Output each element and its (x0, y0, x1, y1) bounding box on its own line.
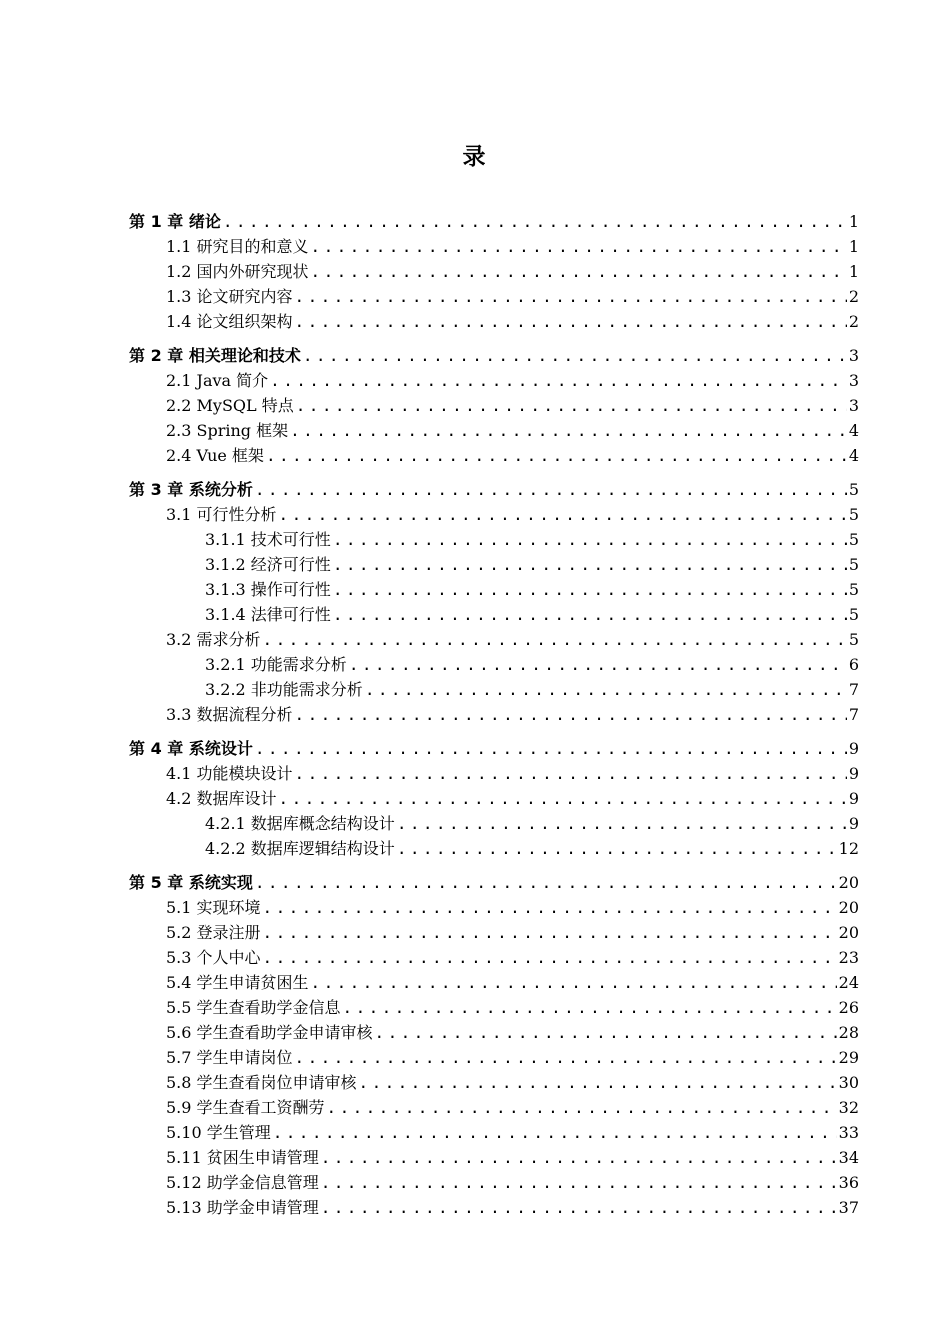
toc-section-entry[interactable] (129, 1069, 859, 1094)
toc-entry-label: 3.1.3 操作可行性 (205, 580, 331, 599)
toc-entry-label: 5.5 学生查看助学金信息 (166, 998, 341, 1017)
toc-entry-label: 3.1.4 法律可行性 (205, 605, 331, 624)
toc-dot-leader (303, 345, 847, 367)
toc-subsection-entry[interactable] (129, 676, 859, 701)
toc-page-number: 30 (838, 1073, 859, 1092)
toc-entry-label: 3.2.1 功能需求分析 (205, 655, 347, 674)
toc-section-entry[interactable] (129, 442, 859, 467)
toc-page-number: 20 (838, 873, 859, 892)
toc-dot-leader (311, 972, 837, 994)
toc-dot-leader (321, 1172, 837, 1194)
toc-entry-label: 5.8 学生查看岗位申请审核 (166, 1073, 357, 1092)
toc-entry-label: 4.2.1 数据库概念结构设计 (205, 814, 395, 833)
toc-page-number: 5 (848, 505, 859, 524)
toc-dot-leader (266, 445, 847, 467)
toc-dot-leader (255, 479, 847, 501)
toc-chapter-entry[interactable] (129, 869, 859, 894)
toc-subsection-entry[interactable] (129, 576, 859, 601)
toc-dot-leader (255, 872, 837, 894)
toc-entry-label: 5.4 学生申请贫困生 (166, 973, 309, 992)
toc-section-entry[interactable] (129, 701, 859, 726)
toc-dot-leader (333, 604, 847, 626)
toc-section-entry[interactable] (129, 1169, 859, 1194)
toc-dot-leader (349, 654, 847, 676)
toc-section-entry[interactable] (129, 919, 859, 944)
toc-dot-leader (279, 504, 847, 526)
toc-page-number: 1 (848, 237, 859, 256)
toc-entry-label: 5.3 个人中心 (166, 948, 261, 967)
toc-dot-leader (273, 1122, 837, 1144)
toc-dot-leader (397, 813, 847, 835)
toc-entry-label: 3.2.2 非功能需求分析 (205, 680, 363, 699)
toc-dot-leader (375, 1022, 837, 1044)
toc-dot-leader (359, 1072, 837, 1094)
toc-dot-leader (333, 554, 847, 576)
toc-entry-label: 1.4 论文组织架构 (166, 312, 293, 331)
toc-entry-label: 3.3 数据流程分析 (166, 705, 293, 724)
toc-entry-label: 第 1 章 绪论 (129, 212, 221, 231)
toc-page-number: 2 (848, 287, 859, 306)
toc-section-entry[interactable] (129, 760, 859, 785)
toc-page-number: 26 (838, 998, 859, 1017)
toc-dot-leader (397, 838, 837, 860)
toc-dot-leader (270, 370, 847, 392)
toc-page-number: 1 (848, 212, 859, 231)
toc-page-number: 20 (838, 898, 859, 917)
toc-dot-leader (296, 395, 847, 417)
toc-entry-label: 5.7 学生申请岗位 (166, 1048, 293, 1067)
toc-chapter-entry[interactable] (129, 208, 859, 233)
toc-entry-label: 3.1.1 技术可行性 (205, 530, 331, 549)
toc-dot-leader (321, 1197, 837, 1219)
toc-entry-label: 5.9 学生查看工资酬劳 (166, 1098, 325, 1117)
toc-dot-leader (290, 420, 847, 442)
toc-section-entry[interactable] (129, 1044, 859, 1069)
toc-dot-leader (311, 261, 847, 283)
toc-entry-label: 3.1 可行性分析 (166, 505, 277, 524)
toc-page-number: 7 (848, 705, 859, 724)
toc-page-number: 34 (838, 1148, 859, 1167)
toc-section-entry[interactable] (129, 944, 859, 969)
toc-entry-label: 3.1.2 经济可行性 (205, 555, 331, 574)
toc-page-number: 36 (838, 1173, 859, 1192)
toc-entry-label: 2.2 MySQL 特点 (166, 396, 294, 415)
toc-section-entry[interactable] (129, 1119, 859, 1144)
toc-page-number: 24 (838, 973, 859, 992)
toc-entry-label: 第 3 章 系统分析 (129, 480, 253, 499)
toc-subsection-entry[interactable] (129, 526, 859, 551)
toc-page-number: 7 (848, 680, 859, 699)
toc-entry-label: 4.2 数据库设计 (166, 789, 277, 808)
toc-section-entry[interactable] (129, 258, 859, 283)
toc-entry-label: 1.1 研究目的和意义 (166, 237, 309, 256)
toc-page-number: 9 (848, 814, 859, 833)
toc-dot-leader (263, 629, 847, 651)
toc-entry-label: 2.3 Spring 框架 (166, 421, 289, 440)
toc-section-entry[interactable] (129, 417, 859, 442)
toc-subsection-entry[interactable] (129, 551, 859, 576)
toc-page-number: 5 (848, 480, 859, 499)
toc-section-entry[interactable] (129, 969, 859, 994)
toc-entry-label: 5.2 登录注册 (166, 923, 261, 942)
toc-entry-label: 5.13 助学金申请管理 (166, 1198, 319, 1217)
toc-page-number: 3 (848, 371, 859, 390)
toc-page-number: 33 (838, 1123, 859, 1142)
toc-entry-label: 4.1 功能模块设计 (166, 764, 293, 783)
toc-entry-label: 第 2 章 相关理论和技术 (129, 346, 301, 365)
toc-page-number: 28 (838, 1023, 859, 1042)
toc-dot-leader (327, 1097, 837, 1119)
toc-section-entry[interactable] (129, 1194, 859, 1219)
toc-entry-label: 2.1 Java 简介 (166, 371, 269, 390)
toc-subsection-entry[interactable] (129, 835, 859, 860)
toc-page-number: 4 (848, 446, 859, 465)
toc-subsection-entry[interactable] (129, 651, 859, 676)
toc-dot-leader (263, 947, 837, 969)
toc-entry-label: 4.2.2 数据库逻辑结构设计 (205, 839, 395, 858)
toc-dot-leader (365, 679, 847, 701)
toc-dot-leader (321, 1147, 837, 1169)
toc-entry-label: 5.11 贫困生申请管理 (166, 1148, 319, 1167)
toc-dot-leader (343, 997, 837, 1019)
toc-section-entry[interactable] (129, 994, 859, 1019)
toc-page-number: 5 (848, 580, 859, 599)
toc-page-number: 2 (848, 312, 859, 331)
toc-entry-label: 5.12 助学金信息管理 (166, 1173, 319, 1192)
toc-dot-leader (333, 529, 847, 551)
toc-chapter-entry[interactable] (129, 342, 859, 367)
toc-page-number: 6 (848, 655, 859, 674)
toc-section-entry[interactable] (129, 392, 859, 417)
toc-section-entry[interactable] (129, 894, 859, 919)
toc-page-number: 5 (848, 530, 859, 549)
toc-dot-leader (295, 704, 847, 726)
toc-dot-leader (279, 788, 847, 810)
toc-entry-label: 第 4 章 系统设计 (129, 739, 253, 758)
toc-page-number: 29 (838, 1048, 859, 1067)
toc-section-entry[interactable] (129, 233, 859, 258)
toc-page-number: 20 (838, 923, 859, 942)
toc-page-number: 32 (838, 1098, 859, 1117)
toc-dot-leader (311, 236, 847, 258)
toc-subsection-entry[interactable] (129, 601, 859, 626)
toc-page-number: 4 (848, 421, 859, 440)
toc-section-entry[interactable] (129, 501, 859, 526)
toc-dot-leader (333, 579, 847, 601)
toc-page-number: 1 (848, 262, 859, 281)
toc-entry-label: 2.4 Vue 框架 (166, 446, 264, 465)
toc-section-entry[interactable] (129, 283, 859, 308)
toc-section-entry[interactable] (129, 308, 859, 333)
toc-section-entry[interactable] (129, 785, 859, 810)
toc-page-number: 5 (848, 605, 859, 624)
toc-dot-leader (255, 738, 847, 760)
toc-page-number: 12 (838, 839, 859, 858)
toc-entry-label: 5.6 学生查看助学金申请审核 (166, 1023, 373, 1042)
toc-dot-leader (223, 211, 847, 233)
toc-section-entry[interactable] (129, 367, 859, 392)
toc-dot-leader (295, 311, 847, 333)
toc-entry-label: 3.2 需求分析 (166, 630, 261, 649)
toc-page-number: 9 (848, 739, 859, 758)
page-title: 录 (462, 144, 488, 170)
toc-subsection-entry[interactable] (129, 810, 859, 835)
toc-page-number: 9 (848, 789, 859, 808)
toc-entry-label: 1.2 国内外研究现状 (166, 262, 309, 281)
toc-chapter-entry[interactable] (129, 735, 859, 760)
toc-dot-leader (263, 897, 837, 919)
toc-dot-leader (295, 286, 847, 308)
toc-page-number: 3 (848, 396, 859, 415)
table-of-contents (129, 208, 859, 1219)
toc-entry-label: 1.3 论文研究内容 (166, 287, 293, 306)
toc-page-number: 3 (848, 346, 859, 365)
toc-page-number: 23 (838, 948, 859, 967)
toc-section-entry[interactable] (129, 1019, 859, 1044)
toc-section-entry[interactable] (129, 1094, 859, 1119)
toc-entry-label: 5.1 实现环境 (166, 898, 261, 917)
toc-entry-label: 第 5 章 系统实现 (129, 873, 253, 892)
toc-dot-leader (263, 922, 837, 944)
toc-dot-leader (295, 1047, 837, 1069)
toc-entry-label: 5.10 学生管理 (166, 1123, 271, 1142)
toc-page-number: 5 (848, 630, 859, 649)
toc-dot-leader (295, 763, 847, 785)
toc-section-entry[interactable] (129, 626, 859, 651)
toc-page-number: 37 (838, 1198, 859, 1217)
toc-chapter-entry[interactable] (129, 476, 859, 501)
toc-page-number: 5 (848, 555, 859, 574)
toc-section-entry[interactable] (129, 1144, 859, 1169)
toc-page-number: 9 (848, 764, 859, 783)
